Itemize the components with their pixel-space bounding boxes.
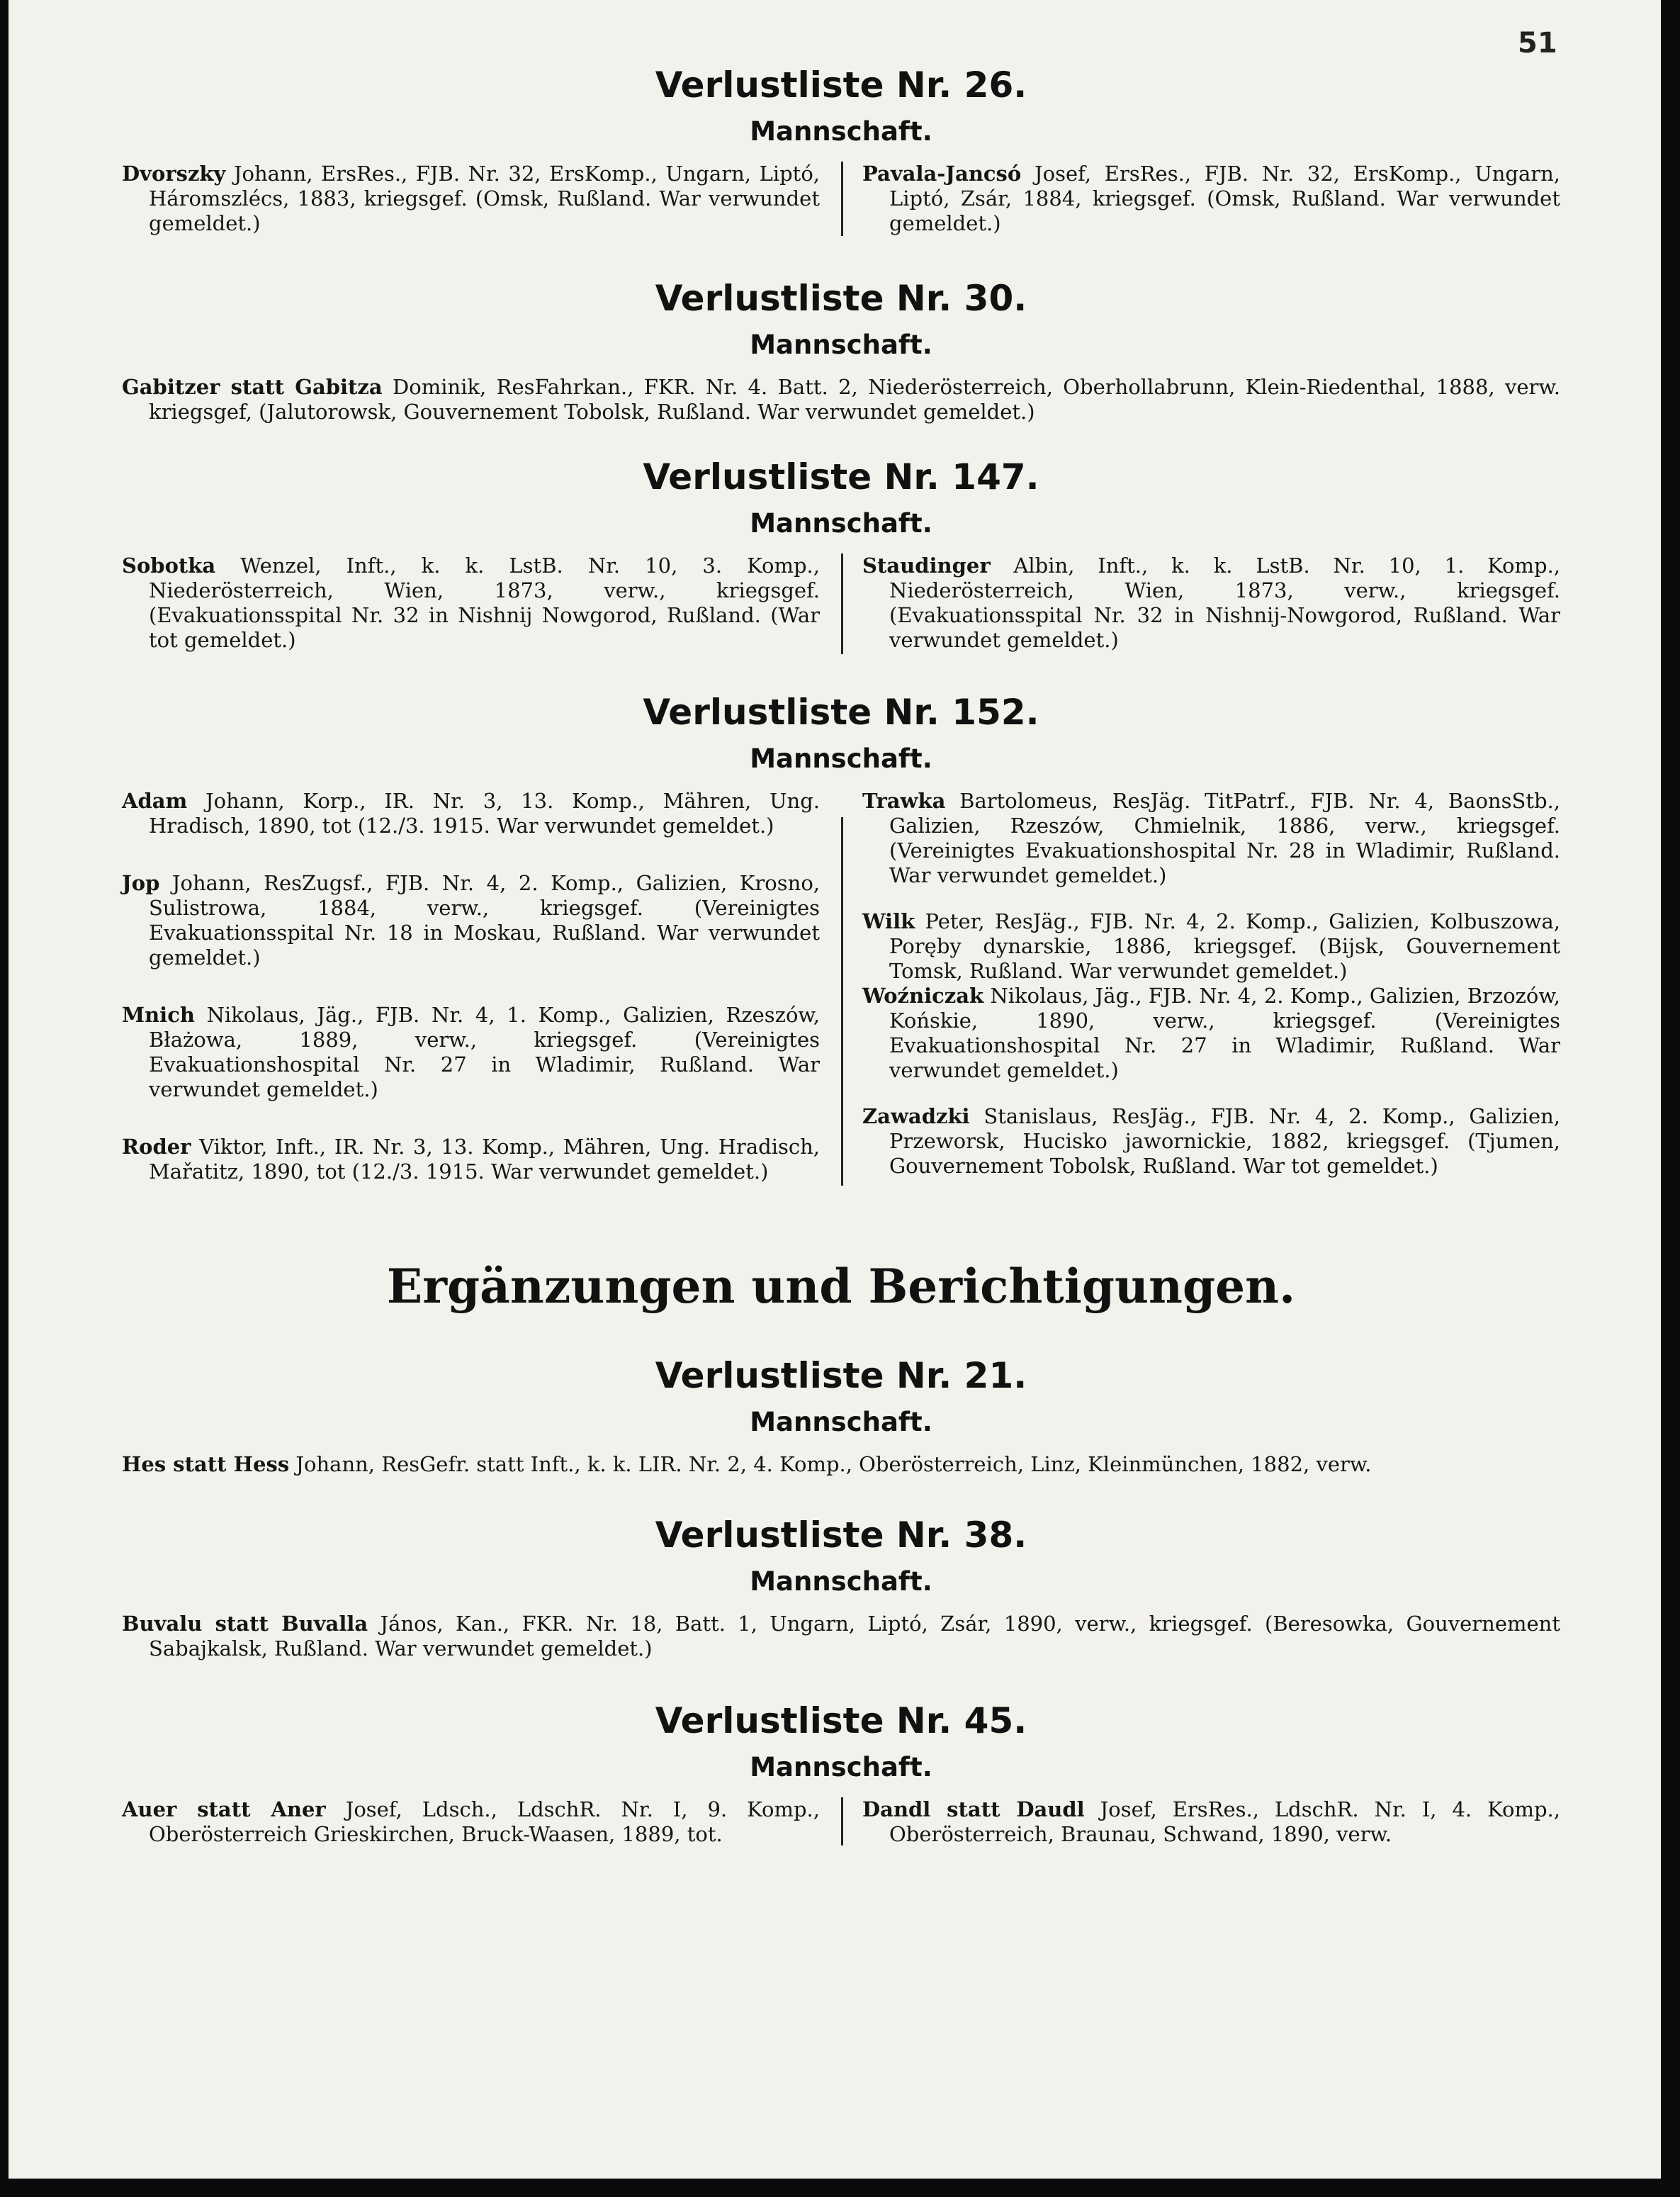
entry-text: Johann, ResGefr. statt Inft., k. k. LIR. Nr. 2, 4. Komp., Oberösterreich, Linz, Kleinmünchen, 1882, verw.	[289, 1452, 1372, 1476]
section-subtitle: Mannschaft.	[750, 743, 932, 774]
section-subtitle: Mannschaft.	[750, 508, 932, 539]
entry-text: Wenzel, Inft., k. k. LstB. Nr. 10, 3. Komp., Niederösterreich, Wien, 1873, verw., kriegsgef. (Evakuationsspital Nr. 32 in Nishnij Nowgorod, Rußland. (War tot gemeldet.)	[149, 554, 820, 652]
right-column	[862, 789, 1560, 1184]
entry-name: Jop	[122, 871, 160, 895]
section-subtitle: Mannschaft.	[750, 330, 932, 360]
casualty-entry	[862, 1104, 1560, 1179]
section-subtitle: Mannschaft.	[750, 116, 932, 147]
casualty-entry	[862, 909, 1560, 984]
column-divider	[841, 162, 843, 236]
section-title: Verlustliste Nr. 21.	[655, 1355, 1027, 1396]
casualty-entry	[122, 789, 820, 838]
entry-name: Sobotka	[122, 554, 216, 578]
addenda-section-38	[122, 1514, 1560, 1661]
casualty-entry	[862, 554, 1560, 653]
left-column	[122, 789, 820, 1184]
entry-name: Wilk	[862, 909, 915, 933]
entry-text: Johann, Korp., IR. Nr. 3, 13. Komp., Mähren, Ung. Hradisch, 1890, tot (12./3. 1915. War verwundet gemeldet.)	[149, 789, 820, 838]
entry-name: Zawadzki	[862, 1104, 970, 1128]
entry-name: Hes statt Hess	[122, 1452, 290, 1476]
section-152	[122, 691, 1560, 1184]
entry-name: Gabitzer statt Gabitza	[122, 375, 383, 399]
section-26	[122, 64, 1560, 236]
entry-name: Pavala-Jancsó	[862, 162, 1022, 186]
entry-text: Albin, Inft., k. k. LstB. Nr. 10, 1. Komp., Niederösterreich, Wien, 1873, verw., kriegsgef. (Evakuationsspital Nr. 32 in Nishnij-Nowgorod, Rußland. War verwundet gemeldet.)	[889, 554, 1560, 652]
two-column-entries	[122, 789, 1560, 1184]
two-column-entries	[122, 1797, 1560, 1847]
document-page	[9, 0, 1661, 2179]
correction-entry	[122, 1797, 820, 1847]
two-column-entries	[122, 162, 1560, 236]
entry-name: Auer statt Aner	[122, 1797, 326, 1821]
casualty-entry	[122, 554, 820, 653]
entry-text: Nikolaus, Jäg., FJB. Nr. 4, 2. Komp., Galizien, Brzozów, Końskie, 1890, verw., kriegsgef. (Vereinigtes Evakuationshospital Nr. 27 in Wladimir, Rußland. War verwundet gemeldet.)	[889, 984, 1560, 1082]
entry-text: Stanislaus, ResJäg., FJB. Nr. 4, 2. Komp., Galizien, Przeworsk, Hucisko jawornickie, 1882, kriegsgef. (Tjumen, Gouvernement Tobolsk, Rußland. War tot gemeldet.)	[889, 1104, 1560, 1178]
addenda-section-45	[122, 1699, 1560, 1847]
entry-text: Johann, ResZugsf., FJB. Nr. 4, 2. Komp., Galizien, Krosno, Sulistrowa, 1884, verw., kriegsgef. (Vereinigtes Evakuationsspital Nr. 18 in Moskau, Rußland. War verwundet gemeldet.)	[149, 871, 820, 970]
entry-text: Nikolaus, Jäg., FJB. Nr. 4, 1. Komp., Galizien, Rzeszów, Błażowa, 1889, verw., kriegsgef. (Vereinigtes Evakuationshospital Nr. 27 in Wladimir, Rußland. War verwundet gemeldet.)	[149, 1003, 820, 1101]
section-title: Verlustliste Nr. 147.	[643, 456, 1039, 498]
casualty-entry	[862, 789, 1560, 888]
page-number: 51	[1518, 27, 1557, 60]
correction-entry	[862, 1797, 1560, 1847]
section-subtitle: Mannschaft.	[750, 1752, 932, 1782]
entry-text: János, Kan., FKR. Nr. 18, Batt. 1, Ungarn, Liptó, Zsár, 1890, verw., kriegsgef. (Beresowka, Gouvernement Sabajkalsk, Rußland. War verwundet gemeldet.)	[149, 1612, 1560, 1661]
column-divider	[841, 554, 843, 654]
casualty-entry	[122, 1135, 820, 1184]
entry-text: Bartolomeus, ResJäg. TitPatrf., FJB. Nr. 4, BaonsStb., Galizien, Rzeszów, Chmielnik, 1886, verw., kriegsgef. (Vereinigtes Evakuationshospital Nr. 28 in Wladimir, Rußland. War verwundet gemeldet.)	[889, 789, 1560, 887]
page-content	[122, 64, 1560, 1847]
entry-text: Peter, ResJäg., FJB. Nr. 4, 2. Komp., Galizien, Kolbuszowa, Poręby dynarskie, 1886, kriegsgef. (Bijsk, Gouvernement Tomsk, Rußland. War verwundet gemeldet.)	[889, 909, 1560, 983]
column-divider	[841, 817, 843, 1186]
section-title: Verlustliste Nr. 26.	[655, 64, 1027, 106]
casualty-entry	[122, 375, 1560, 425]
right-column	[862, 162, 1560, 236]
section-147	[122, 456, 1560, 653]
left-column	[122, 162, 820, 236]
casualty-entry	[862, 984, 1560, 1083]
section-title: Verlustliste Nr. 45.	[655, 1700, 1027, 1741]
section-title: Verlustliste Nr. 152.	[643, 692, 1039, 733]
entry-name: Dandl statt Daudl	[862, 1797, 1085, 1821]
section-title: Verlustliste Nr. 38.	[655, 1515, 1027, 1556]
entry-text: Johann, ErsRes., FJB. Nr. 32, ErsKomp., Ungarn, Liptó, Háromszlécs, 1883, kriegsgef. (Omsk, Rußland. War verwundet gemeldet.)	[149, 162, 820, 235]
entry-name: Roder	[122, 1135, 191, 1159]
entry-name: Trawka	[862, 789, 946, 813]
section-subtitle: Mannschaft.	[750, 1407, 932, 1437]
correction-entry	[122, 1452, 1560, 1477]
two-column-entries	[122, 554, 1560, 653]
entry-name: Staudinger	[862, 554, 991, 578]
left-column	[122, 1797, 820, 1847]
entry-text: Dominik, ResFahrkan., FKR. Nr. 4. Batt. 2, Niederösterreich, Oberhollabrunn, Klein-Riedenthal, 1888, verw. kriegsgef, (Jalutorowsk, Gouvernement Tobolsk, Rußland. War verwundet gemeldet.)	[149, 375, 1560, 424]
right-column	[862, 554, 1560, 653]
addenda-section-21	[122, 1354, 1560, 1477]
addenda-heading: Ergänzungen und Berichtigungen.	[386, 1259, 1296, 1314]
section-subtitle: Mannschaft.	[750, 1566, 932, 1597]
entry-text: Josef, Ldsch., LdschR. Nr. I, 9. Komp., Oberösterreich Grieskirchen, Bruck-Waasen, 1889, tot.	[149, 1797, 820, 1846]
correction-entry	[122, 1612, 1560, 1661]
column-divider	[841, 1797, 843, 1845]
casualty-entry	[122, 871, 820, 970]
entry-name: Dvorszky	[122, 162, 226, 186]
casualty-entry	[122, 1003, 820, 1102]
entry-text: Josef, ErsRes., LdschR. Nr. I, 4. Komp., Oberösterreich, Braunau, Schwand, 1890, verw.	[889, 1797, 1560, 1846]
entry-name: Adam	[122, 789, 188, 813]
entry-name: Buvalu statt Buvalla	[122, 1612, 368, 1636]
casualty-entry	[862, 162, 1560, 236]
section-30	[122, 277, 1560, 425]
casualty-entry	[122, 162, 820, 236]
addenda	[122, 1258, 1560, 1847]
entry-text: Josef, ErsRes., FJB. Nr. 32, ErsKomp., Ungarn, Liptó, Zsár, 1884, kriegsgef. (Omsk, Rußland. War verwundet gemeldet.)	[889, 162, 1560, 235]
entry-name: Woźniczak	[862, 984, 984, 1008]
right-column	[862, 1797, 1560, 1847]
entry-text: Viktor, Inft., IR. Nr. 3, 13. Komp., Mähren, Ung. Hradisch, Mařatitz, 1890, tot (12./3. 1915. War verwundet gemeldet.)	[149, 1135, 820, 1184]
entry-name: Mnich	[122, 1003, 195, 1027]
left-column	[122, 554, 820, 653]
section-title: Verlustliste Nr. 30.	[655, 278, 1027, 319]
